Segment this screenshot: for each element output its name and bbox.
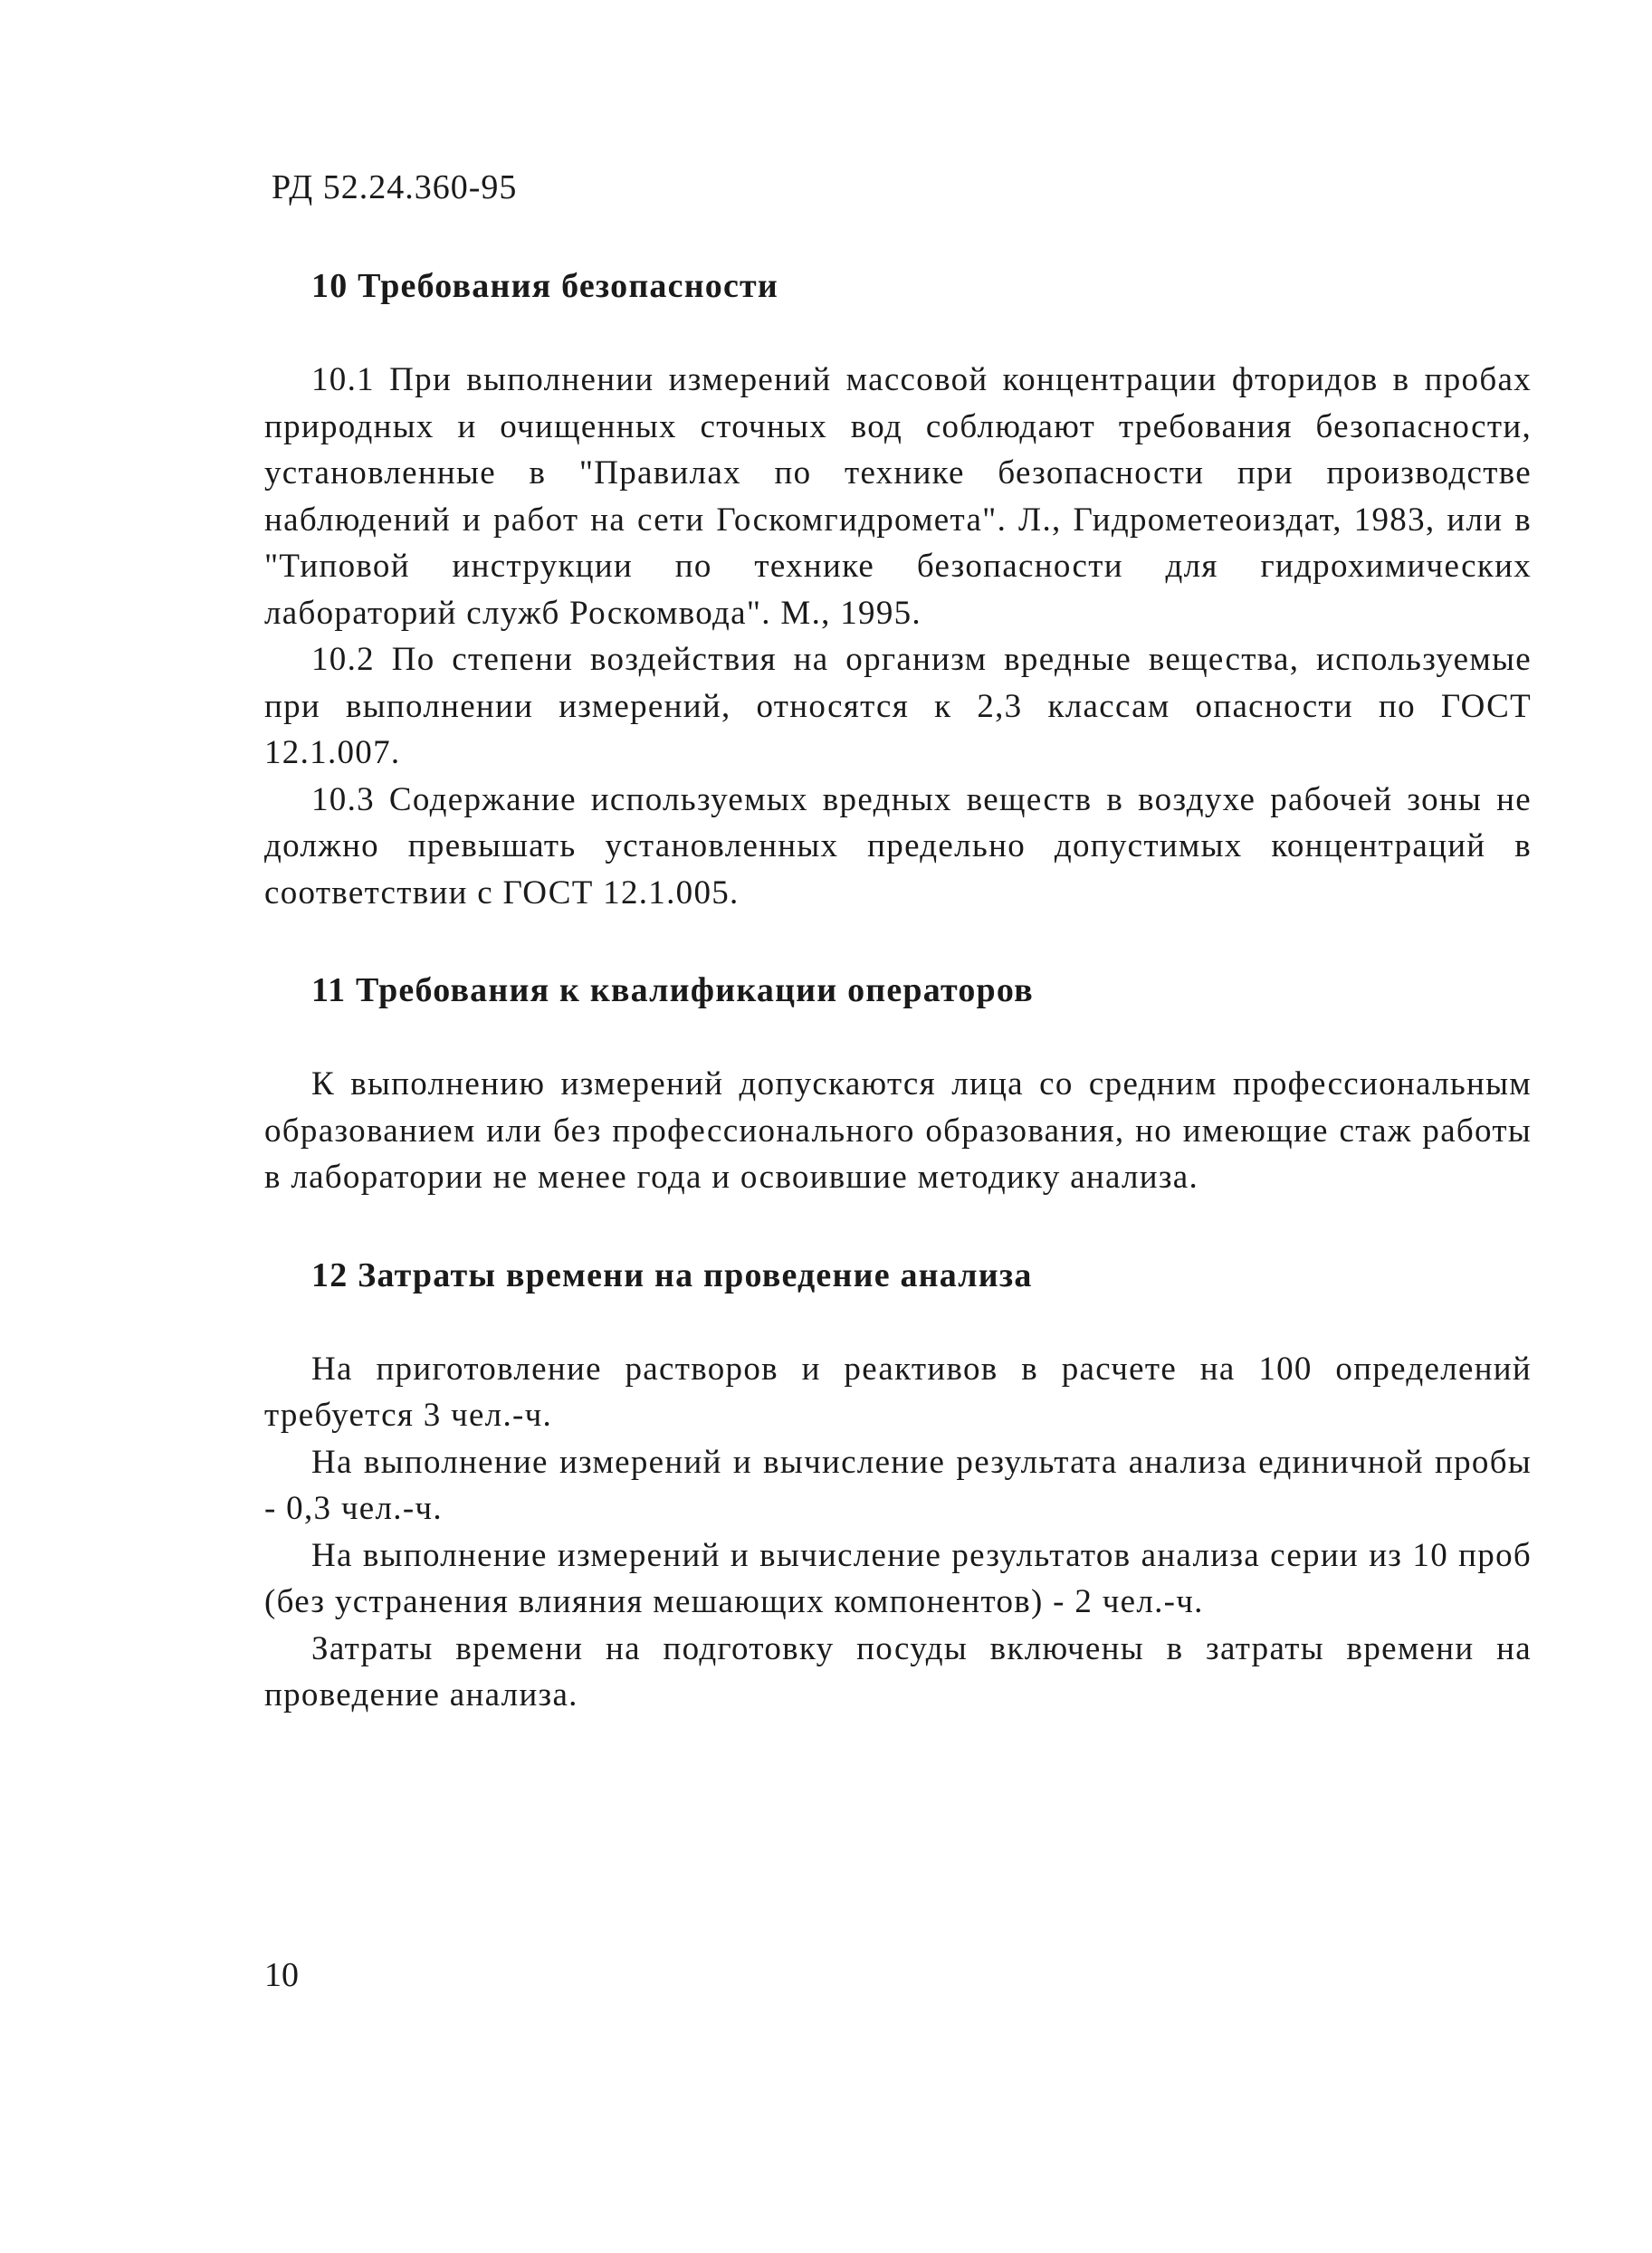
document-code: РД 52.24.360-95 xyxy=(272,168,518,206)
paragraph: 10.2 По степени воздействия на организм вредные вещества, используемые при выполнении измерений, относятся к 2,3 классам опасности по ГОСТ 12.1.007. xyxy=(264,641,1532,771)
section-heading: 11 Требования к квалификации операторов xyxy=(311,971,1034,1009)
document-body xyxy=(264,263,1532,1770)
paragraph: На приготовление растворов и реактивов в расчете на 100 определений требуется 3 чел.-ч. xyxy=(264,1350,1532,1434)
paragraph: 10.1 При выполнении измерений массовой концентрации фторидов в пробах природных и очищенных сточных вод соблюдают требования безопасности, установленные в "Правилах по технике безопасности при производстве наблюдений и работ на сети Госкомгидромета". Л., Гидрометеоиздат, 1983, или в "Типовой инструкции по технике безопасности для гидрохимических лабораторий служб Роскомвода". М., 1995. xyxy=(264,361,1532,632)
section-heading: 12 Затраты времени на проведение анализа xyxy=(311,1255,1033,1294)
section-heading: 10 Требования безопасности xyxy=(311,267,779,305)
section-operator-qualification xyxy=(264,967,1532,1201)
paragraph: На выполнение измерений и вычисление результата анализа единичной пробы - 0,3 чел.-ч. xyxy=(264,1443,1532,1527)
paragraph: Затраты времени на подготовку посуды включены в затраты времени на проведение анализа. xyxy=(264,1629,1532,1714)
paragraph: К выполнению измерений допускаются лица со средним профессиональным образованием или без профессионального образования, но имеющие стаж работы в лаборатории не менее года и освоившие методику анализа. xyxy=(264,1065,1532,1196)
section-time-costs xyxy=(264,1252,1532,1719)
paragraph: На выполнение измерений и вычисление результатов анализа серии из 10 проб (без устранения влияния мешающих компонентов) - 2 чел.-ч. xyxy=(264,1536,1532,1620)
page-number: 10 xyxy=(264,1956,299,1994)
paragraph: 10.3 Содержание используемых вредных веществ в воздухе рабочей зоны не должно превышать установленных предельно допустимых концентраций в соответствии с ГОСТ 12.1.005. xyxy=(264,780,1532,912)
section-safety xyxy=(264,263,1532,916)
